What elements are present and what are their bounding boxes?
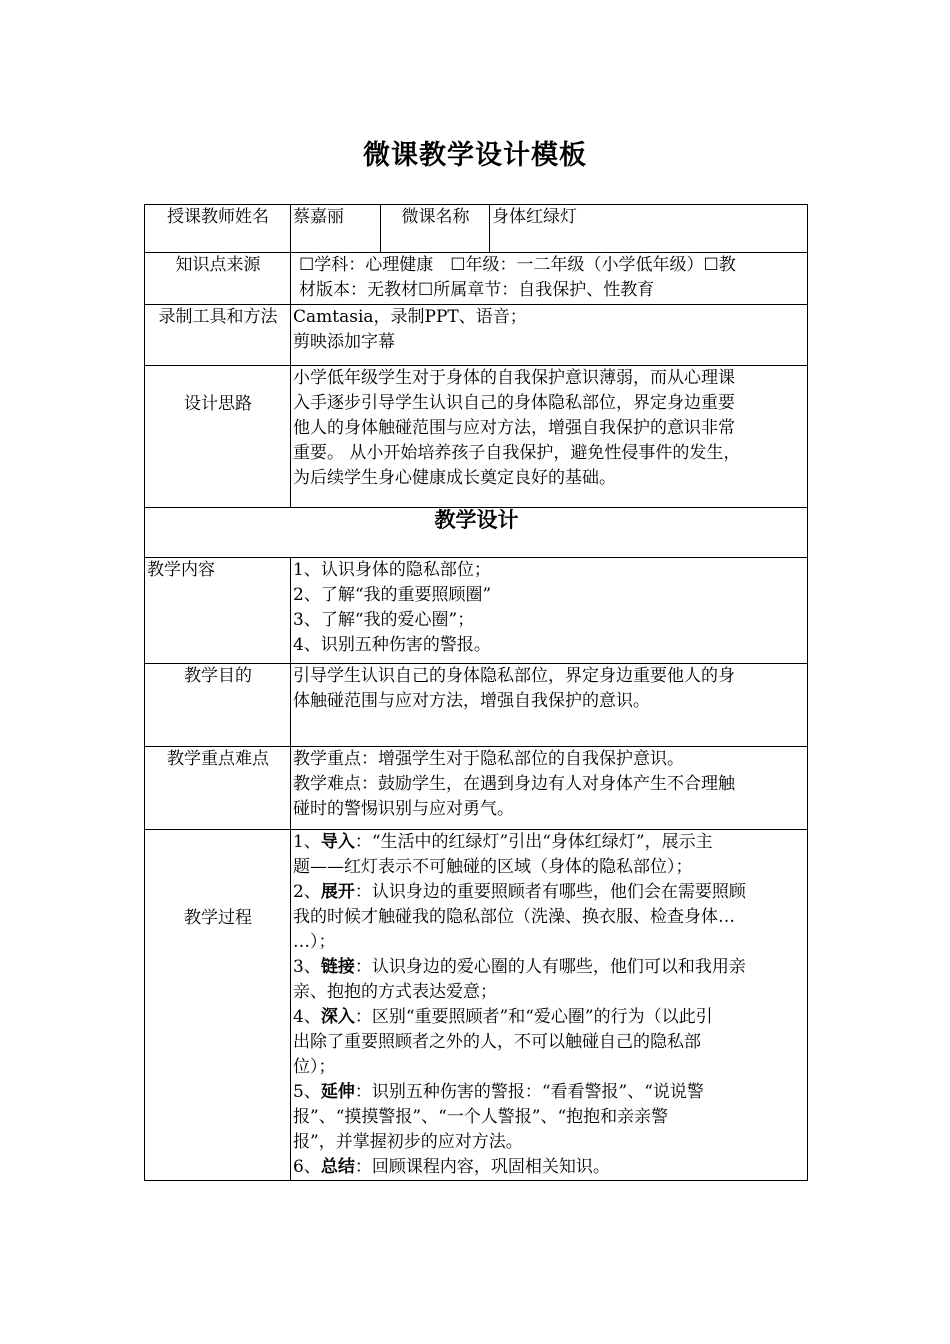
tools-value <box>291 305 808 366</box>
process-keyword: 深入 <box>320 1007 355 1027</box>
content-value <box>291 558 808 664</box>
row-tools <box>145 305 808 366</box>
lesson-design-table <box>144 204 808 1181</box>
process-line: 题——红灯表示不可触碰的区域（身体的隐私部位）； <box>293 857 693 877</box>
teacher-label: 授课教师姓名 <box>145 205 291 253</box>
key-line: 碰时的警惕识别与应对勇气。 <box>293 799 514 819</box>
goal-label: 教学目的 <box>145 664 291 747</box>
row-section <box>145 508 808 558</box>
row-idea <box>145 366 808 508</box>
idea-label: 设计思路 <box>145 366 291 508</box>
content-label: 教学内容 <box>145 558 291 664</box>
process-label: 教学过程 <box>145 830 291 1181</box>
row-content <box>145 558 808 664</box>
content-item: 1、认识身体的隐私部位； <box>293 560 491 580</box>
process-line: 亲、抱抱的方式表达爱意； <box>293 982 497 1002</box>
key-value <box>291 747 808 830</box>
goal-value <box>291 664 808 747</box>
tools-label: 录制工具和方法 <box>145 305 291 366</box>
process-keyword: 链接 <box>320 957 355 977</box>
row-process <box>145 830 808 1181</box>
process-line: 我的时候才触碰我的隐私部位（洗澡、换衣服、检查身体… <box>293 907 735 927</box>
idea-line: 入手逐步引导学生认识自己的身体隐私部位，界定身边重要 <box>293 393 735 413</box>
idea-line: 重要。 从小开始培养孩子自我保护，避免性侵事件的发生， <box>293 443 741 463</box>
process-step: 4、深入：区别“重要照顾者”和“爱心圈”的行为（以此引 <box>293 1007 713 1027</box>
content-item: 3、了解“我的爱心圈”； <box>293 610 475 630</box>
process-step: 2、展开：认识身边的重要照顾者有哪些，他们会在需要照顾 <box>293 882 746 902</box>
process-line: 报”、“摸摸警报”、“一个人警报”、“抱抱和亲亲警 <box>293 1107 669 1127</box>
row-goal <box>145 664 808 747</box>
course-label: 微课名称 <box>381 205 490 253</box>
idea-line: 为后续学生身心健康成长奠定良好的基础。 <box>293 468 616 488</box>
process-step: 1、导入：“生活中的红绿灯”引出“身体红绿灯”，展示主 <box>293 832 713 852</box>
process-keyword: 导入 <box>320 832 355 852</box>
process-keyword: 总结 <box>320 1157 355 1177</box>
row-source <box>145 253 808 305</box>
process-step: 5、延伸：识别五种伤害的警报：“看看警报”、“说说警 <box>293 1082 704 1102</box>
process-value <box>291 830 808 1181</box>
process-line: 位）； <box>293 1057 336 1077</box>
row-teacher <box>145 205 808 253</box>
key-line: 教学重点：增强学生对于隐私部位的自我保护意识。 <box>293 749 684 769</box>
idea-line: 小学低年级学生对于身体的自我保护意识薄弱，而从心理课 <box>293 368 735 388</box>
tools-line-1: Camtasia，录制PPT、语音； <box>293 307 527 327</box>
process-keyword: 展开 <box>320 882 355 902</box>
idea-line: 他人的身体触碰范围与应对方法，增强自我保护的意识非常 <box>293 418 735 438</box>
source-line-2: 材版本：无教材☐所属章节：自我保护、性教育 <box>299 280 655 300</box>
page-title: 微课教学设计模板 <box>363 140 587 171</box>
teacher-name: 蔡嘉丽 <box>291 205 381 253</box>
tools-line-2: 剪映添加字幕 <box>293 332 395 352</box>
row-key <box>145 747 808 830</box>
section-title: 教学设计 <box>145 508 808 558</box>
goal-line: 体触碰范围与应对方法，增强自我保护的意识。 <box>293 691 650 711</box>
goal-line: 引导学生认识自己的身体隐私部位，界定身边重要他人的身 <box>293 666 735 686</box>
process-step: 6、总结：回顾课程内容，巩固相关知识。 <box>293 1157 610 1177</box>
process-line: 出除了重要照顾者之外的人，不可以触碰自己的隐私部 <box>293 1032 701 1052</box>
course-name: 身体红绿灯 <box>490 205 808 253</box>
source-label: 知识点来源 <box>145 253 291 305</box>
source-line-1: ☐学科：心理健康 ☐年级：一二年级（小学低年级）☐教 <box>299 255 736 275</box>
process-line: …）； <box>293 932 336 952</box>
process-line: 报”，并掌握初步的应对方法。 <box>293 1132 523 1152</box>
key-label: 教学重点难点 <box>145 747 291 830</box>
content-item: 4、识别五种伤害的警报。 <box>293 635 491 655</box>
process-step: 3、链接：认识身边的爱心圈的人有哪些，他们可以和我用亲 <box>293 957 746 977</box>
key-line: 教学难点：鼓励学生，在遇到身边有人对身体产生不合理触 <box>293 774 735 794</box>
source-value <box>291 253 808 305</box>
content-item: 2、了解“我的重要照顾圈” <box>293 585 492 605</box>
idea-value <box>291 366 808 508</box>
process-keyword: 延伸 <box>320 1082 355 1102</box>
